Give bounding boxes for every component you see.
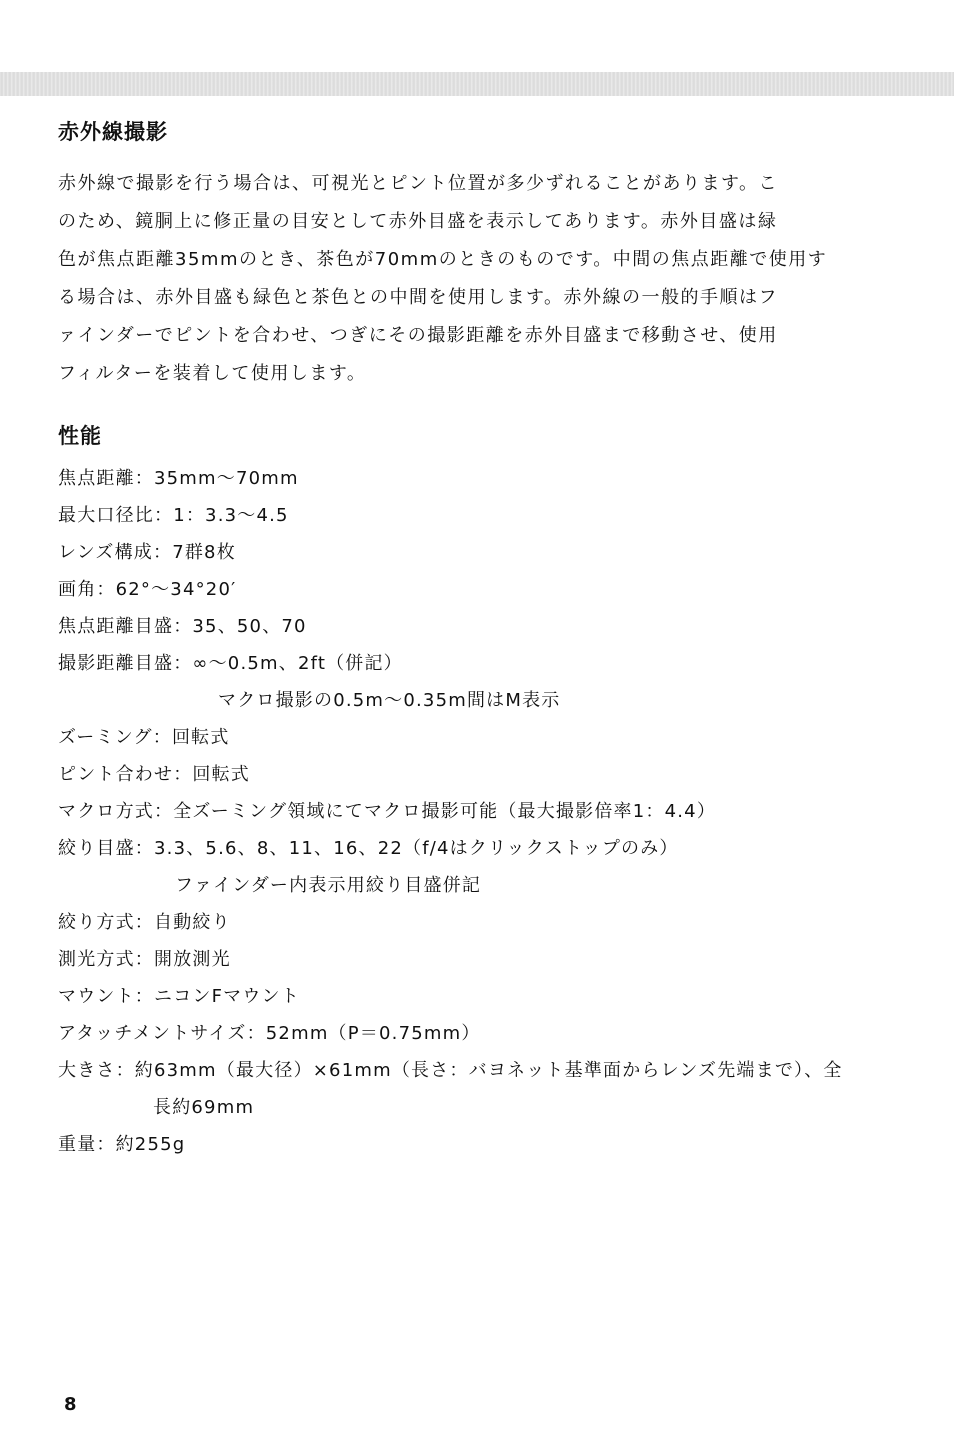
spec-focal-length-scale: 焦点距離目盛：35、50、70 [58, 616, 307, 637]
infrared-line: る場合は、赤外目盛も緑色と茶色との中間を使用します。赤外線の一般的手順はフ [58, 287, 779, 308]
spec-angle-of-view: 画角：62°～34°20′ [58, 579, 237, 600]
infrared-line: 赤外線で撮影を行う場合は、可視光とピント位置が多少ずれることがあります。こ [58, 173, 779, 194]
spec-diaphragm: 絞り方式：自動絞り [58, 912, 231, 933]
infrared-line: のため、鏡胴上に修正量の目安として赤外目盛を表示してあります。赤外目盛は緑 [58, 211, 778, 232]
spec-attachment-size: アタッチメントサイズ：52mm（P＝0.75mm） [58, 1023, 481, 1044]
spec-distance-scale: 撮影距離目盛：∞～0.5m、2ft（併記） [58, 653, 403, 674]
spec-dimensions-continued: 長約69mm [153, 1097, 255, 1118]
spec-mount: マウント：ニコンFマウント [58, 986, 300, 1007]
page-number: 8 [64, 1394, 77, 1415]
spec-focal-length: 焦点距離：35mm～70mm [58, 468, 299, 489]
infrared-line: 色が焦点距離35mmのとき、茶色が70mmのときのものです。中間の焦点距離で使用す [58, 249, 828, 270]
infrared-paragraph [58, 165, 918, 393]
spec-macro-method: マクロ方式：全ズーミング領域にてマクロ撮影可能（最大撮影倍率1：4.4） [58, 801, 717, 822]
scan-top-band [0, 72, 954, 96]
spec-aperture-scale: 絞り目盛：3.3、5.6、8、11、16、22（f/4はクリックストップのみ） [58, 838, 679, 859]
spec-max-aperture: 最大口径比：1：3.3～4.5 [58, 505, 289, 526]
spec-weight: 重量：約255g [58, 1134, 186, 1155]
spec-focusing: ピント合わせ：回転式 [58, 764, 250, 785]
infrared-section-title: 赤外線撮影 [58, 120, 168, 144]
performance-spec-list [58, 460, 928, 1163]
infrared-line: フィルターを装着して使用します。 [58, 363, 367, 384]
infrared-line: ァインダーでピントを合わせ、つぎにその撮影距離を赤外目盛まで移動させ、使用 [58, 325, 778, 346]
spec-metering: 測光方式：開放測光 [58, 949, 231, 970]
spec-distance-scale-note: マクロ撮影の0.5m～0.35m間はM表示 [218, 690, 561, 711]
spec-lens-construction: レンズ構成：7群8枚 [58, 542, 236, 563]
spec-dimensions: 大きさ：約63mm（最大径）×61mm（長さ：バヨネット基準面からレンズ先端まで）、全 [58, 1060, 843, 1081]
spec-aperture-scale-note: ファインダー内表示用絞り目盛併記 [175, 875, 482, 896]
spec-zooming: ズーミング：回転式 [58, 727, 230, 748]
performance-section-title: 性能 [58, 424, 102, 448]
